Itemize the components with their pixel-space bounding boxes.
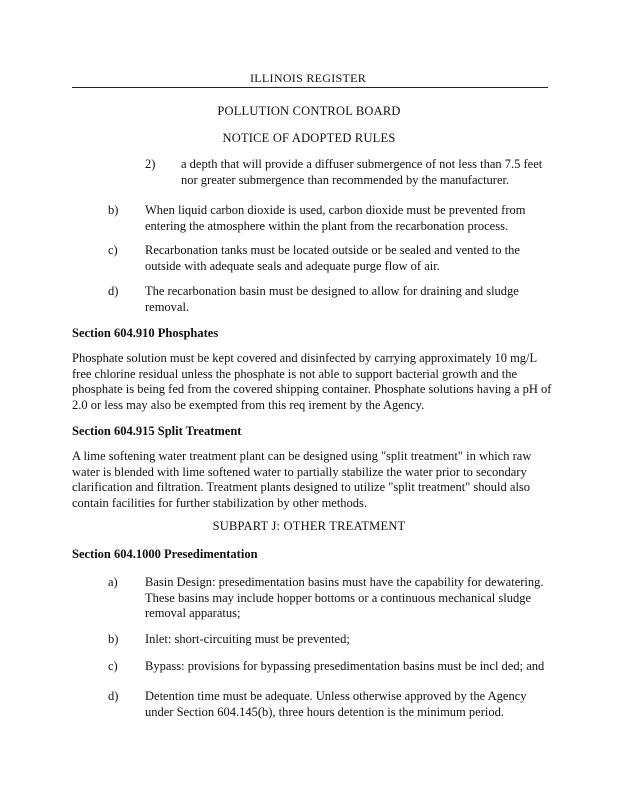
item-d-line: The recarbonation basin must be designed to allow for draining and sludge — [145, 284, 519, 298]
paragraph-line: free chlorine residual unless the phosphate is not able to support bacterial growth and the — [72, 366, 518, 381]
register-title: ILLINOIS REGISTER — [250, 71, 367, 85]
item-d-line: removal. — [145, 299, 190, 314]
item-c-label: c) — [108, 243, 118, 257]
notice-title: NOTICE OF ADOPTED RULES — [222, 131, 396, 145]
item-2-line: a depth that will provide a diffuser submergence of not less than 7.5 feet — [181, 157, 543, 171]
section-915-paragraph — [72, 449, 552, 511]
item-c-line: Recarbonation tanks must be located outside or be sealed and vented to the — [145, 243, 520, 257]
item-b2-label: b) — [108, 632, 119, 646]
item-2-line: nor greater submergence than recommended by the manufacturer. — [181, 172, 510, 187]
paragraph-line: contain facilities for further stabilization by other methods. — [72, 495, 368, 510]
item-c-line: outside with adequate seals and adequate purge flow of air. — [145, 258, 440, 273]
item-b-text — [145, 203, 525, 234]
section-915-heading: Section 604.915 Split Treatment — [72, 424, 242, 438]
paragraph-line: water is blended with lime softened water to partially stabilize the water prior to secondary — [72, 464, 527, 479]
item-d2-line: under Section 604.145(b), three hours detention is the minimum period. — [145, 704, 504, 719]
item-a-line: removal apparatus; — [145, 606, 241, 620]
header-rule — [72, 87, 548, 88]
item-c2-label: c) — [108, 659, 118, 673]
item-d2-line: Detention time must be adequate. Unless otherwise approved by the Agency — [145, 689, 527, 703]
paragraph-line: clarification and filtration. Treatment plants designed to utilize "split treatment" should also — [72, 480, 531, 494]
item-a-label: a) — [108, 575, 118, 589]
item-2-text — [181, 157, 542, 188]
paragraph-line: A lime softening water treatment plant can be designed using "split treatment" in which raw — [72, 449, 532, 463]
item-d2-label: d) — [108, 689, 119, 703]
board-title: POLLUTION CONTROL BOARD — [217, 104, 401, 118]
paragraph-line: 2.0 or less may also be exempted from this req irement by the Agency. — [72, 397, 425, 412]
item-b-line: When liquid carbon dioxide is used, carbon dioxide must be prevented from — [145, 203, 526, 217]
section-910-heading: Section 604.910 Phosphates — [72, 326, 219, 340]
item-c2-text — [145, 659, 544, 675]
item-d-text — [145, 284, 519, 315]
item-a-line: These basins may include hopper bottoms or a continuous mechanical sludge — [145, 590, 532, 605]
paragraph-line: Phosphate solution must be kept covered and disinfected by carrying approximately 10 mg/L — [72, 351, 538, 365]
item-b2-text — [145, 632, 350, 648]
paragraph-line: phosphate is being fed from the covered shipping container. Phosphate solutions having a pH of — [72, 382, 552, 396]
item-2-label: 2) — [145, 157, 156, 171]
item-a-text — [145, 575, 544, 622]
section-910-paragraph — [72, 351, 552, 413]
item-a-line: Basin Design: presedimentation basins must have the capability for dewatering. — [145, 575, 544, 589]
subpart-title: SUBPART J: OTHER TREATMENT — [212, 519, 406, 533]
item-b-label: b) — [108, 203, 119, 217]
item-d2-text — [145, 689, 527, 720]
item-c-text — [145, 243, 520, 274]
item-b-line: entering the atmosphere within the plant from the recarbonation process. — [145, 218, 509, 233]
item-c2-line: Bypass: provisions for bypassing presedimentation basins must be incl ded; and — [145, 659, 545, 673]
item-b2-line: Inlet: short-circuiting must be prevented; — [145, 632, 350, 646]
item-d-label: d) — [108, 284, 119, 298]
section-1000-heading: Section 604.1000 Presedimentation — [72, 547, 258, 561]
